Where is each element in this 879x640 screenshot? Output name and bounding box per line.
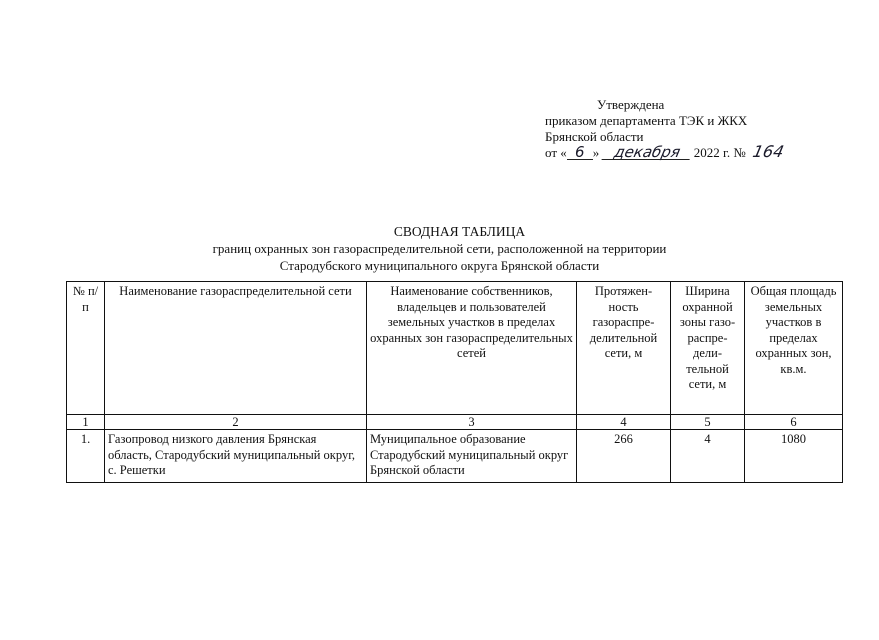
header-length: Протяжен-ность газораспре-делительной сети, м: [577, 282, 671, 415]
column-number: 2: [105, 415, 367, 430]
column-number: 3: [367, 415, 577, 430]
date-prefix: от «: [545, 145, 567, 160]
column-number: 5: [671, 415, 745, 430]
header-network: Наименование газораспределительной сети: [105, 282, 367, 415]
document-title: [0, 223, 879, 274]
approval-region: Брянской области: [545, 129, 644, 144]
title-heading: СВОДНАЯ ТАБЛИЦА: [393, 224, 526, 239]
approval-date-line: [545, 142, 786, 161]
title-subheading-2: Стародубского муниципального округа Брянской области: [279, 258, 600, 273]
approval-order: приказом департамента ТЭК и ЖКХ: [545, 113, 748, 128]
handwritten-order-number: 164: [751, 142, 786, 161]
approval-title: Утверждена: [597, 97, 665, 112]
handwritten-month: декабря: [601, 146, 692, 160]
row-area: 1080: [745, 430, 843, 483]
header-width: Ширина охранной зоны газо-распре-дели-тельной сети, м: [671, 282, 745, 415]
summary-table: [66, 281, 843, 483]
header-no: № п/п: [67, 282, 105, 415]
row-length: 266: [577, 430, 671, 483]
row-width: 4: [671, 430, 745, 483]
column-number: 1: [67, 415, 105, 430]
header-area: Общая площадь земельных участков в пределах охранных зон, кв.м.: [745, 282, 843, 415]
title-subheading: границ охранных зон газораспределительной сети, расположенной на территории: [212, 241, 667, 256]
table-header-row: [67, 282, 843, 415]
date-quote-close: »: [592, 145, 600, 160]
column-number: 6: [745, 415, 843, 430]
row-network: Газопровод низкого давления Брянская область, Стародубский муниципальный округ, с. Решетки: [105, 430, 367, 483]
header-owners: Наименование собственников, владельцев и пользователей земельных участков в пределах охранных зон газораспределительных сетей: [367, 282, 577, 415]
column-number-row: [67, 415, 843, 430]
handwritten-day: 6: [567, 146, 593, 160]
approval-block: [545, 97, 784, 161]
row-number: 1.: [67, 430, 105, 483]
column-number: 4: [577, 415, 671, 430]
number-sign: №: [733, 145, 746, 160]
date-year: 2022 г.: [693, 145, 731, 160]
row-owners: Муниципальное образование Стародубский муниципальный округ Брянской области: [367, 430, 577, 483]
table-row: [67, 430, 843, 483]
